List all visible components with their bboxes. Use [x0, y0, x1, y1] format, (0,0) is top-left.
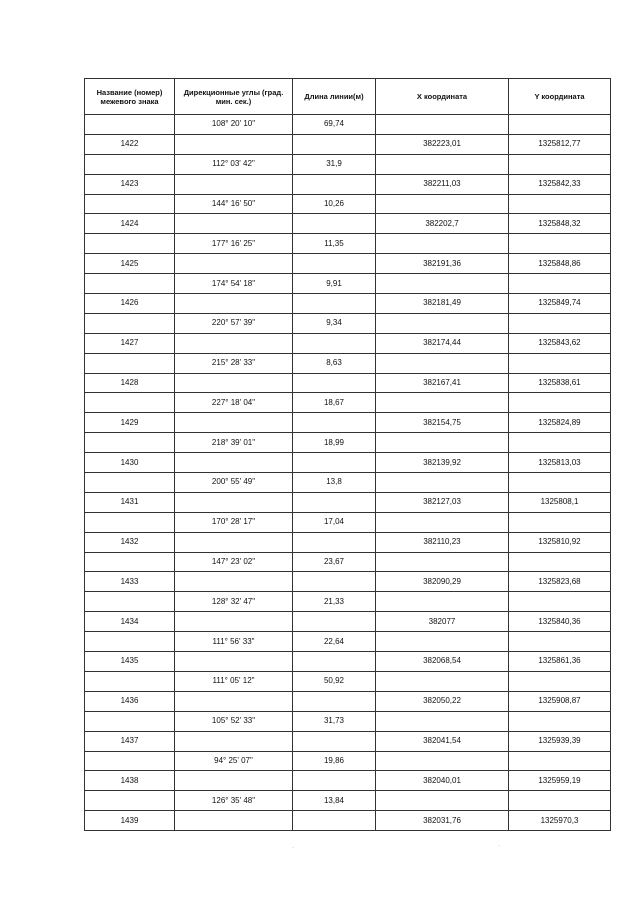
header-boundary-mark-name: Название (номер) межевого знака — [85, 79, 175, 115]
cell-mark-name: 1432 — [85, 532, 175, 552]
cell-y-coordinate: 1325908,87 — [509, 691, 611, 711]
cell-direction-angle: 218° 39' 01" — [175, 433, 293, 453]
boundary-point-row — [85, 413, 611, 433]
cell-direction-angle — [175, 134, 293, 154]
cell-y-coordinate — [509, 393, 611, 413]
segment-row — [85, 791, 611, 811]
cell-direction-angle: 126° 35' 48" — [175, 791, 293, 811]
boundary-point-row — [85, 532, 611, 552]
cell-y-coordinate: 1325939,39 — [509, 731, 611, 751]
boundary-point-row — [85, 174, 611, 194]
cell-mark-name — [85, 353, 175, 373]
cell-mark-name: 1430 — [85, 453, 175, 473]
cell-mark-name — [85, 671, 175, 691]
cell-y-coordinate: 1325959,19 — [509, 771, 611, 791]
cell-x-coordinate — [376, 711, 509, 731]
cell-line-length — [293, 572, 376, 592]
cell-y-coordinate — [509, 154, 611, 174]
header-x-coordinate: X координата — [376, 79, 509, 115]
cell-mark-name — [85, 711, 175, 731]
cell-direction-angle — [175, 214, 293, 234]
cell-mark-name — [85, 274, 175, 294]
boundary-point-row — [85, 691, 611, 711]
cell-line-length — [293, 254, 376, 274]
cell-y-coordinate: 1325861,36 — [509, 652, 611, 672]
cell-direction-angle: 220° 57' 39" — [175, 313, 293, 333]
table-header-row — [85, 79, 611, 115]
cell-direction-angle — [175, 254, 293, 274]
cell-y-coordinate: 1325812,77 — [509, 134, 611, 154]
cell-x-coordinate: 382191,36 — [376, 254, 509, 274]
cell-x-coordinate: 382139,92 — [376, 453, 509, 473]
cell-direction-angle — [175, 453, 293, 473]
cell-y-coordinate — [509, 433, 611, 453]
cell-y-coordinate — [509, 234, 611, 254]
cell-x-coordinate: 382181,49 — [376, 294, 509, 314]
cell-mark-name: 1434 — [85, 612, 175, 632]
segment-row — [85, 274, 611, 294]
cell-y-coordinate — [509, 353, 611, 373]
cell-x-coordinate: 382050,22 — [376, 691, 509, 711]
cell-x-coordinate — [376, 115, 509, 135]
cell-line-length: 31,9 — [293, 154, 376, 174]
cell-mark-name: 1424 — [85, 214, 175, 234]
cell-mark-name: 1425 — [85, 254, 175, 274]
boundary-point-row — [85, 572, 611, 592]
cell-line-length: 18,99 — [293, 433, 376, 453]
cell-line-length — [293, 373, 376, 393]
cell-line-length — [293, 453, 376, 473]
cell-line-length — [293, 771, 376, 791]
boundary-coordinates-table — [84, 78, 611, 831]
cell-mark-name: 1426 — [85, 294, 175, 314]
segment-row — [85, 154, 611, 174]
cell-mark-name: 1422 — [85, 134, 175, 154]
scan-speck: · — [292, 845, 294, 851]
boundary-point-row — [85, 294, 611, 314]
cell-x-coordinate: 382167,41 — [376, 373, 509, 393]
cell-x-coordinate — [376, 393, 509, 413]
cell-line-length: 8,63 — [293, 353, 376, 373]
boundary-point-row — [85, 254, 611, 274]
cell-line-length: 22,64 — [293, 632, 376, 652]
boundary-point-row — [85, 134, 611, 154]
cell-x-coordinate — [376, 751, 509, 771]
cell-x-coordinate: 382110,23 — [376, 532, 509, 552]
cell-direction-angle: 108° 20' 10" — [175, 115, 293, 135]
cell-y-coordinate — [509, 512, 611, 532]
cell-line-length — [293, 333, 376, 353]
cell-line-length — [293, 294, 376, 314]
cell-mark-name: 1437 — [85, 731, 175, 751]
cell-line-length: 19,86 — [293, 751, 376, 771]
cell-line-length: 13,8 — [293, 473, 376, 493]
cell-y-coordinate: 1325813,03 — [509, 453, 611, 473]
segment-row — [85, 592, 611, 612]
cell-x-coordinate: 382202,7 — [376, 214, 509, 234]
header-y-coordinate: Y координата — [509, 79, 611, 115]
cell-direction-angle — [175, 294, 293, 314]
cell-y-coordinate — [509, 671, 611, 691]
cell-y-coordinate — [509, 552, 611, 572]
cell-line-length — [293, 612, 376, 632]
cell-x-coordinate: 382077 — [376, 612, 509, 632]
cell-direction-angle — [175, 612, 293, 632]
cell-line-length — [293, 652, 376, 672]
cell-direction-angle — [175, 492, 293, 512]
boundary-point-row — [85, 373, 611, 393]
cell-direction-angle: 215° 28' 33" — [175, 353, 293, 373]
cell-y-coordinate — [509, 115, 611, 135]
cell-mark-name: 1433 — [85, 572, 175, 592]
cell-x-coordinate — [376, 791, 509, 811]
cell-mark-name: 1435 — [85, 652, 175, 672]
segment-row — [85, 671, 611, 691]
cell-line-length: 17,04 — [293, 512, 376, 532]
segment-row — [85, 353, 611, 373]
cell-mark-name — [85, 473, 175, 493]
cell-y-coordinate: 1325823,68 — [509, 572, 611, 592]
cell-line-length — [293, 731, 376, 751]
cell-mark-name — [85, 234, 175, 254]
cell-x-coordinate — [376, 353, 509, 373]
cell-x-coordinate — [376, 632, 509, 652]
cell-mark-name: 1438 — [85, 771, 175, 791]
cell-x-coordinate: 382040,01 — [376, 771, 509, 791]
cell-y-coordinate — [509, 791, 611, 811]
cell-y-coordinate — [509, 473, 611, 493]
cell-line-length: 21,33 — [293, 592, 376, 612]
cell-mark-name: 1428 — [85, 373, 175, 393]
cell-y-coordinate: 1325848,86 — [509, 254, 611, 274]
cell-y-coordinate — [509, 194, 611, 214]
cell-direction-angle — [175, 691, 293, 711]
cell-x-coordinate: 382174,44 — [376, 333, 509, 353]
cell-line-length — [293, 492, 376, 512]
cell-x-coordinate — [376, 671, 509, 691]
table-body — [85, 115, 611, 831]
segment-row — [85, 711, 611, 731]
cell-y-coordinate: 1325824,89 — [509, 413, 611, 433]
segment-row — [85, 115, 611, 135]
segment-row — [85, 433, 611, 453]
cell-mark-name: 1429 — [85, 413, 175, 433]
cell-line-length: 69,74 — [293, 115, 376, 135]
cell-mark-name — [85, 313, 175, 333]
cell-y-coordinate — [509, 592, 611, 612]
boundary-point-row — [85, 492, 611, 512]
boundary-point-row — [85, 612, 611, 632]
cell-direction-angle: 128° 32' 47" — [175, 592, 293, 612]
cell-direction-angle: 111° 56' 33" — [175, 632, 293, 652]
cell-line-length — [293, 811, 376, 831]
boundary-point-row — [85, 811, 611, 831]
cell-line-length — [293, 691, 376, 711]
cell-direction-angle: 174° 54' 18" — [175, 274, 293, 294]
cell-direction-angle: 112° 03' 42" — [175, 154, 293, 174]
cell-line-length — [293, 134, 376, 154]
segment-row — [85, 512, 611, 532]
cell-mark-name — [85, 751, 175, 771]
cell-mark-name — [85, 154, 175, 174]
header-direction-angles: Дирекционные углы (град. мин. сек.) — [175, 79, 293, 115]
cell-direction-angle — [175, 532, 293, 552]
cell-direction-angle — [175, 413, 293, 433]
cell-x-coordinate — [376, 313, 509, 333]
cell-direction-angle: 94° 25' 07" — [175, 751, 293, 771]
cell-x-coordinate — [376, 234, 509, 254]
cell-x-coordinate: 382090,29 — [376, 572, 509, 592]
cell-direction-angle — [175, 811, 293, 831]
cell-mark-name — [85, 433, 175, 453]
cell-x-coordinate — [376, 473, 509, 493]
cell-line-length: 9,91 — [293, 274, 376, 294]
cell-direction-angle: 147° 23' 02" — [175, 552, 293, 572]
boundary-point-row — [85, 731, 611, 751]
cell-direction-angle: 144° 16' 50" — [175, 194, 293, 214]
cell-x-coordinate: 382223,01 — [376, 134, 509, 154]
cell-y-coordinate: 1325970,3 — [509, 811, 611, 831]
boundary-point-row — [85, 453, 611, 473]
cell-mark-name: 1439 — [85, 811, 175, 831]
segment-row — [85, 473, 611, 493]
cell-mark-name: 1436 — [85, 691, 175, 711]
cell-line-length: 31,73 — [293, 711, 376, 731]
cell-direction-angle: 111° 05' 12" — [175, 671, 293, 691]
cell-y-coordinate: 1325808,1 — [509, 492, 611, 512]
scan-speck: · — [498, 843, 500, 849]
cell-line-length: 11,35 — [293, 234, 376, 254]
cell-mark-name — [85, 592, 175, 612]
segment-row — [85, 552, 611, 572]
cell-y-coordinate: 1325848,32 — [509, 214, 611, 234]
cell-y-coordinate — [509, 313, 611, 333]
cell-direction-angle — [175, 731, 293, 751]
cell-mark-name — [85, 632, 175, 652]
cell-x-coordinate — [376, 512, 509, 532]
cell-mark-name — [85, 552, 175, 572]
cell-line-length: 10,26 — [293, 194, 376, 214]
cell-y-coordinate: 1325842,33 — [509, 174, 611, 194]
cell-x-coordinate: 382211,03 — [376, 174, 509, 194]
cell-line-length: 23,67 — [293, 552, 376, 572]
cell-direction-angle — [175, 373, 293, 393]
segment-row — [85, 194, 611, 214]
cell-x-coordinate — [376, 552, 509, 572]
cell-direction-angle — [175, 333, 293, 353]
cell-y-coordinate: 1325838,61 — [509, 373, 611, 393]
cell-line-length: 13,84 — [293, 791, 376, 811]
cell-x-coordinate: 382154,75 — [376, 413, 509, 433]
cell-line-length — [293, 532, 376, 552]
segment-row — [85, 751, 611, 771]
cell-y-coordinate: 1325843,62 — [509, 333, 611, 353]
cell-x-coordinate: 382068,54 — [376, 652, 509, 672]
cell-mark-name — [85, 115, 175, 135]
cell-x-coordinate — [376, 433, 509, 453]
cell-x-coordinate: 382127,03 — [376, 492, 509, 512]
cell-line-length — [293, 214, 376, 234]
cell-line-length: 9,34 — [293, 313, 376, 333]
cell-mark-name — [85, 512, 175, 532]
cell-direction-angle — [175, 771, 293, 791]
cell-y-coordinate — [509, 274, 611, 294]
cell-line-length — [293, 413, 376, 433]
cell-y-coordinate — [509, 751, 611, 771]
cell-mark-name — [85, 393, 175, 413]
segment-row — [85, 313, 611, 333]
boundary-point-row — [85, 214, 611, 234]
cell-x-coordinate — [376, 592, 509, 612]
cell-x-coordinate — [376, 194, 509, 214]
segment-row — [85, 234, 611, 254]
cell-direction-angle: 177° 16' 25" — [175, 234, 293, 254]
cell-line-length — [293, 174, 376, 194]
cell-mark-name: 1431 — [85, 492, 175, 512]
cell-x-coordinate — [376, 154, 509, 174]
boundary-point-row — [85, 771, 611, 791]
cell-direction-angle: 105° 52' 33" — [175, 711, 293, 731]
cell-line-length: 18,67 — [293, 393, 376, 413]
cell-y-coordinate — [509, 711, 611, 731]
header-line-length: Длина линии(м) — [293, 79, 376, 115]
cell-x-coordinate — [376, 274, 509, 294]
cell-direction-angle — [175, 572, 293, 592]
cell-direction-angle — [175, 174, 293, 194]
cell-y-coordinate — [509, 632, 611, 652]
cell-x-coordinate: 382031,76 — [376, 811, 509, 831]
cell-direction-angle: 200° 55' 49" — [175, 473, 293, 493]
cell-direction-angle: 170° 28' 17" — [175, 512, 293, 532]
segment-row — [85, 632, 611, 652]
cell-y-coordinate: 1325810,92 — [509, 532, 611, 552]
cell-x-coordinate: 382041,54 — [376, 731, 509, 751]
boundary-point-row — [85, 333, 611, 353]
cell-y-coordinate: 1325840,36 — [509, 612, 611, 632]
cell-direction-angle — [175, 652, 293, 672]
cell-line-length: 50,92 — [293, 671, 376, 691]
segment-row — [85, 393, 611, 413]
boundary-point-row — [85, 652, 611, 672]
cell-mark-name — [85, 791, 175, 811]
cell-y-coordinate: 1325849,74 — [509, 294, 611, 314]
cell-direction-angle: 227° 18' 04" — [175, 393, 293, 413]
cell-mark-name: 1423 — [85, 174, 175, 194]
cell-mark-name — [85, 194, 175, 214]
cell-mark-name: 1427 — [85, 333, 175, 353]
